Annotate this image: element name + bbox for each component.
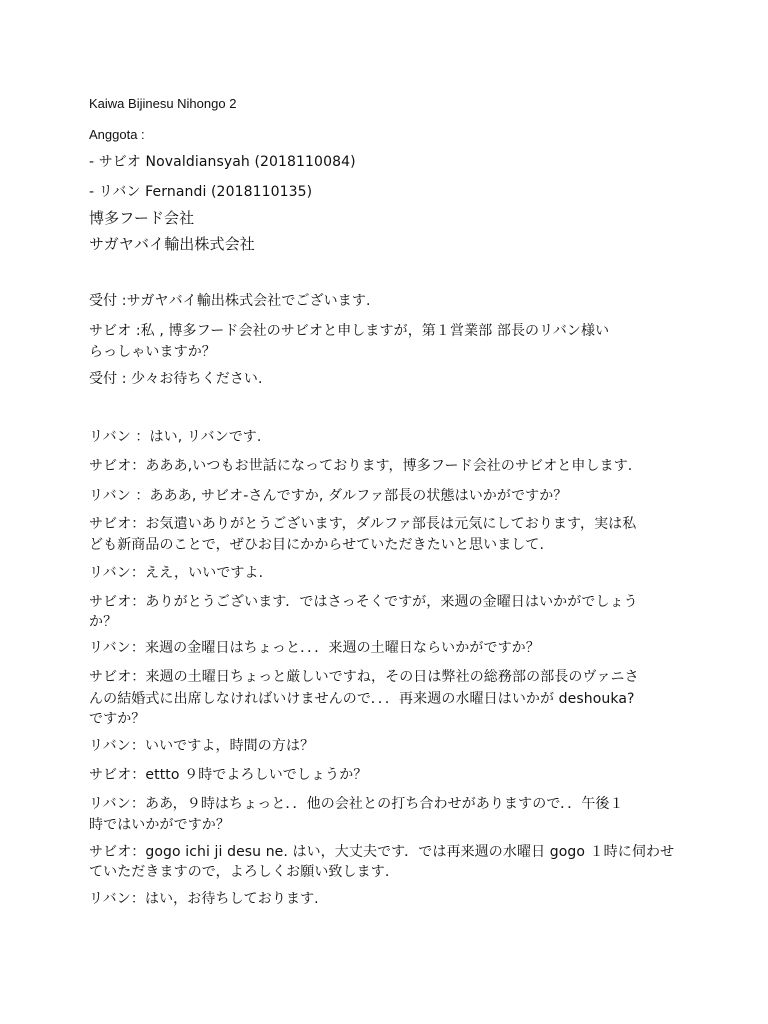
dialogue-line: ども新商品のことで，ぜひお目にかからせていただきたいと思いまして. xyxy=(89,537,545,553)
dialogue-line: リバン：ああ，９時はちょっと．．他の会社との打ち合わせがありますので．．午後１ xyxy=(89,796,624,812)
dialogue-line: リバン：ええ，いいですよ. xyxy=(89,565,264,581)
dialogue-line: らっしゃいますか？ xyxy=(89,344,216,360)
dialogue-line: サビオ：来週の土曜日ちょっと厳しいですね，その日は弊社の総務部の部長のヴァニさ xyxy=(89,669,639,685)
dialogue-line: 時ではいかがですか？ xyxy=(89,817,230,833)
dialogue-line: サビオ：あああ,いつもお世話になっております，博多フード会社のサビオと申します. xyxy=(89,458,633,474)
dialogue-line: サビオ :私 , 博多フード会社のサビオと申しますが，第１営業部 部長のリバン様い xyxy=(89,323,610,339)
dialogue-line: サビオ：gogo ichi ji desu ne. はい，大丈夫です．では再来週の水曜日 gogo １時に伺わせ xyxy=(89,844,675,860)
dialogue-line: リバン：いいですよ，時間の方は？ xyxy=(89,738,315,754)
document-title: Kaiwa Bijinesu Nihongo 2 xyxy=(89,96,237,111)
dialogue-line: リバン ：はい, リバンです. xyxy=(89,429,262,445)
company-name: サガヤバイ輸出株式会社 xyxy=(89,235,255,253)
dialogue-line: 受付 :サガヤバイ輸出株式会社でございます. xyxy=(89,293,371,309)
dialogue-line: ていただきますので，よろしくお願い致します. xyxy=(89,864,390,880)
dialogue-line: リバン：来週の金曜日はちょっと．．．来週の土曜日ならいかがですか？ xyxy=(89,640,540,656)
dialogue-line: 受付 : 少々お待ちください. xyxy=(89,371,263,387)
dialogue-line: サビオ：ありがとうございます．ではさっそくですが，来週の金曜日はいかがでしょう xyxy=(89,594,638,610)
dialogue-line: か？ xyxy=(89,614,118,630)
dialogue-line: リバン ：あああ, サビオ-さんですか, ダルファ部長の状態はいかがですか？ xyxy=(89,488,568,504)
member-line: - サビオ Novaldiansyah (2018110084) xyxy=(89,154,356,170)
dialogue-line: んの結婚式に出席しなければいけませんので．．．再来週の水曜日はいかが deshouka? xyxy=(89,691,635,707)
dialogue-line: サビオ：お気遣いありがとうございます，ダルファ部長は元気にしております，実は私 xyxy=(89,516,637,532)
dialogue-line: ですか？ xyxy=(89,711,146,727)
dialogue-line: サビオ：ettto ９時でよろしいでしょうか？ xyxy=(89,767,368,783)
dialogue-line: リバン：はい，お待ちしております. xyxy=(89,891,319,907)
members-heading: Anggota : xyxy=(89,127,145,142)
member-line: - リバン Fernandi (2018110135) xyxy=(89,184,313,200)
company-name: 博多フード会社 xyxy=(89,209,195,227)
